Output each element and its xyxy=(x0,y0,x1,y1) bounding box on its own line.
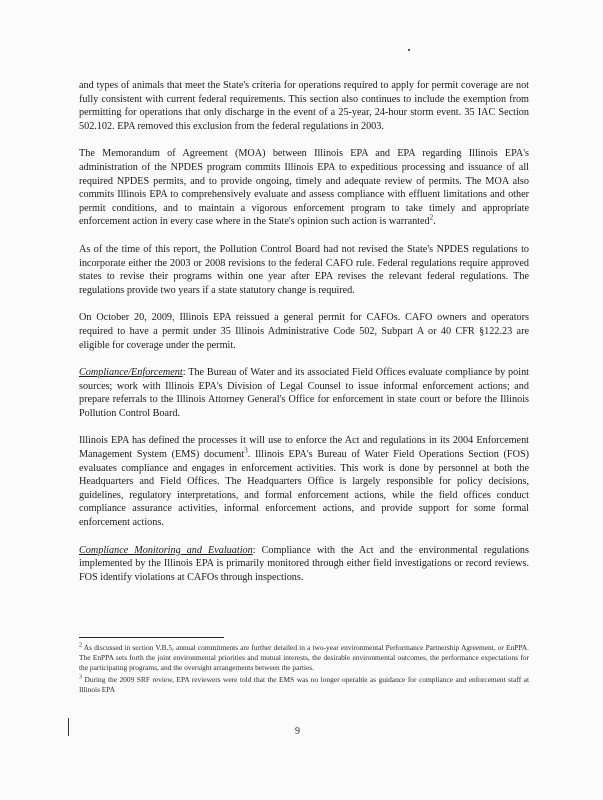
footnote-text: During the 2009 SRF review, EPA reviewers were told that the EMS was no longer operable as guidance for compliance and enforcement staff at Illinois EPA xyxy=(79,674,529,694)
footnote-3 xyxy=(79,675,529,695)
section-heading: Compliance Monitoring and Evaluation xyxy=(79,544,253,556)
footnotes xyxy=(79,643,529,696)
paragraph-general-permit xyxy=(79,311,529,352)
page-number: 9 xyxy=(295,726,300,737)
paragraph-text: and types of animals that meet the State's criteria for operations required to apply for permit coverage are not fully consistent with current federal requirements. This section also continues to include the exemption from permitting for operations that only discharge in the event of a 25-year, 24-hour storm event. 35 IAC Section 502.102. EPA removed this exclusion from the federal regulations in 2003. xyxy=(79,80,529,132)
paragraph-animal-criteria xyxy=(79,79,529,133)
margin-mark xyxy=(68,718,69,736)
paragraph-text: On October 20, 2009, Illinois EPA reissued a general permit for CAFOs. CAFO owners and operators required to have a permit under 35 Illinois Administrative Code 502, Subpart A or 40 CFR §122.23 are eligible for coverage under the permit. xyxy=(79,312,529,351)
section-heading: Compliance/Enforcement xyxy=(79,367,183,379)
paragraph-compliance-enforcement xyxy=(79,366,529,420)
paragraph-compliance-monitoring xyxy=(79,544,529,585)
paragraph-text: As of the time of this report, the Pollution Control Board had not revised the State's NPDES regulations to incorporate either the 2003 or 2008 revisions to the federal CAFO rule. Federal regulations require approved states to revise their programs within one year after EPA revises the relevant federal regulations. The regulations provide two years if a state statutory change is required. xyxy=(79,243,529,296)
paragraph-pollution-control-board xyxy=(79,243,529,297)
paragraph-text: The Memorandum of Agreement (MOA) between Illinois EPA and EPA regarding Illinois EPA's administration of the NPDES program commits Illinois EPA to expeditious processing and issuance of all required NPDES permits, and to provide ongoing, timely and adequate review of permits. The MOA also commits Illinois EPA to comprehensively evaluate and assess compliance with effluent limitations and other permit conditions, and to maintain a vigorous enforcement program to take timely and appropriate enforcement action in every case where in the State's opinion such action is warranted xyxy=(79,148,529,228)
body-text xyxy=(79,79,529,598)
footnote-reference: 3 xyxy=(244,446,248,455)
footnote-reference: 2 xyxy=(429,213,434,222)
footnote-text: As discussed in section V.B.5, annual commitments are further detailed in a two-year environmental Performance Partnership Agreement, or EnPPA. The EnPPA sets forth the joint environmental priorities and mutual interests, the desirable environmental outcomes, the performance expectations for the participating programs, and the oversight arrangements between the parties. xyxy=(79,643,529,673)
paragraph-ems xyxy=(79,434,529,529)
paragraph-text-end: . xyxy=(433,216,436,228)
paragraph-text: : Compliance with the Act and the environmental regulations implemented by the Illinois EPA is primarily monitored through either field investigations or record reviews. FOS identify violations at CAFOs through inspections. xyxy=(79,544,529,583)
footnote-divider xyxy=(79,637,224,638)
paragraph-text: : The Bureau of Water and its associated Field Offices evaluate compliance by point sources; work with Illinois EPA's Division of Legal Counsel to issue informal enforcement actions; and prepare referrals to the Illinois Attorney General's Office for enforcement in state court or before the Illinois Pollution Control Board. xyxy=(79,367,529,419)
scan-artifact xyxy=(408,49,410,51)
paragraph-text: Illinois EPA has defined the processes it will use to enforce the Act and regulations in its 2004 Enforcement Management System (EMS) document xyxy=(79,435,529,461)
footnote-2 xyxy=(79,643,529,674)
paragraph-text-continued: . Illinois EPA's Bureau of Water Field Operations Section (FOS) evaluates compliance and engages in enforcement activities. This work is done by personnel at both the Headquarters and Field Offices. The Headquarters Office is largely responsible for policy decisions, guidelines, regulatory interpretations, and formal enforcement actions, while the field offices conduct compliance assurance activities, informal enforcement actions, and provide support for some formal enforcement actions. xyxy=(79,449,530,529)
footnote-marker: 3 xyxy=(79,674,82,681)
footnote-marker: 2 xyxy=(79,642,82,649)
paragraph-moa xyxy=(79,147,529,229)
